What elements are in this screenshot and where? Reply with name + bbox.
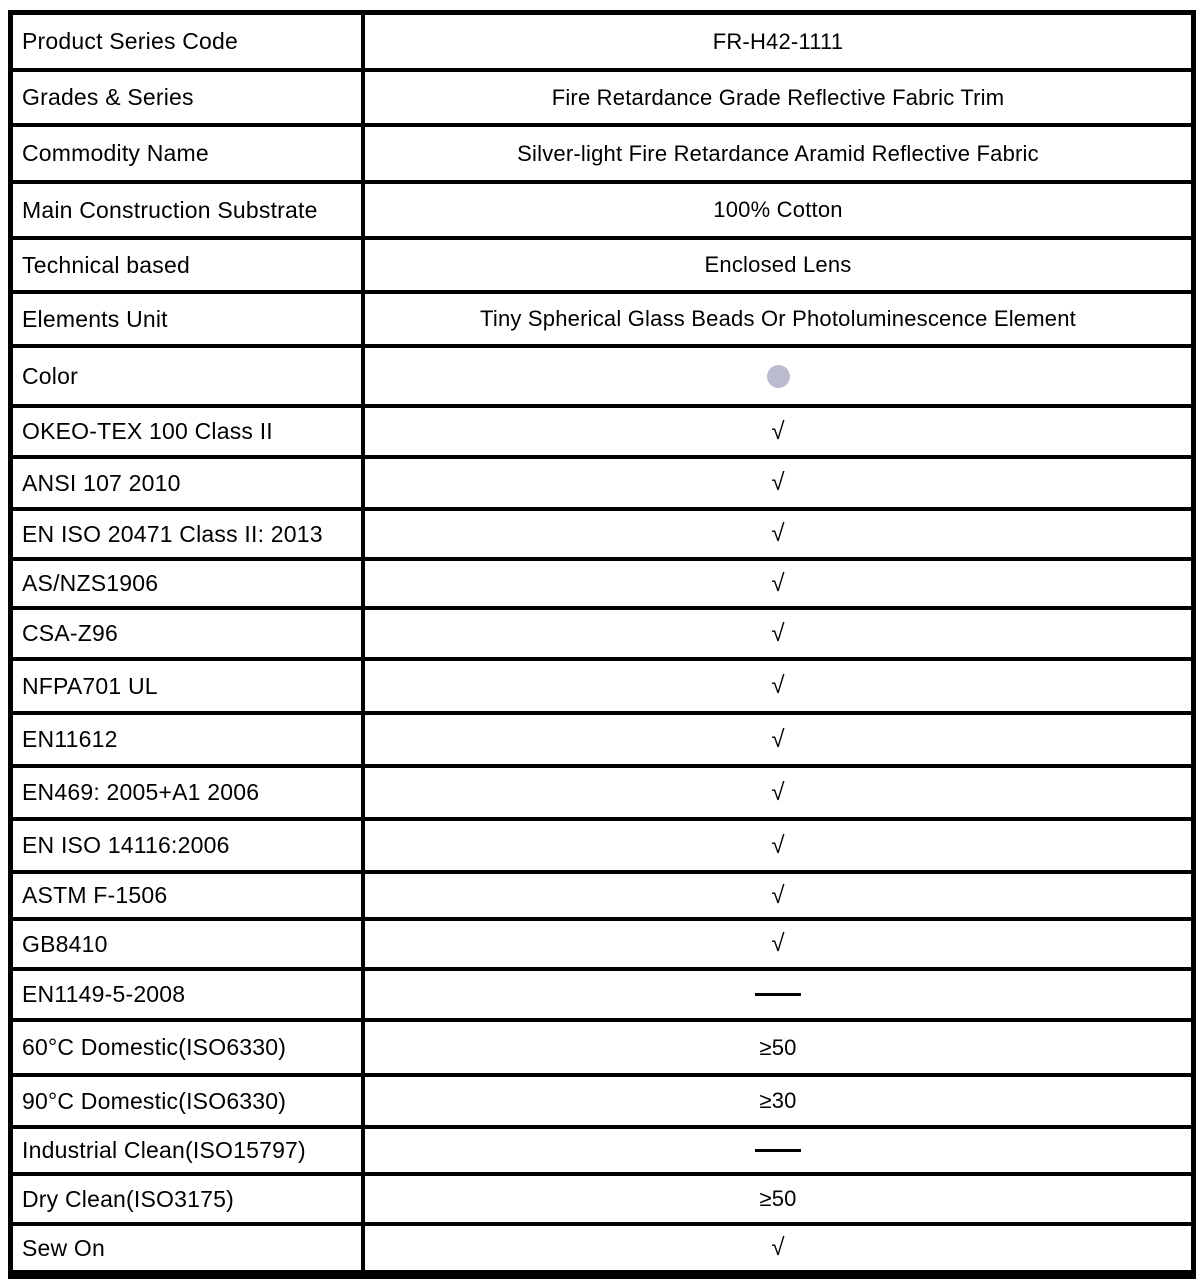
row-label: EN11612 (22, 726, 118, 752)
row-label-cell (13, 610, 365, 657)
row-label-cell (13, 768, 365, 817)
row-value: 100% Cotton (713, 197, 843, 222)
row-value: ≥50 (759, 1034, 797, 1060)
row-value: FR-H42-1111 (712, 28, 844, 54)
table-row (13, 15, 1191, 72)
row-value-cell (365, 921, 1191, 967)
row-value-cell (365, 1129, 1191, 1172)
row-label-cell (13, 511, 365, 557)
row-label: Main Construction Substrate (22, 196, 318, 223)
row-label: EN469: 2005+A1 2006 (22, 779, 260, 805)
check-mark: √ (771, 1234, 785, 1261)
row-label: Industrial Clean(ISO15797) (22, 1137, 306, 1163)
check-mark: √ (771, 619, 785, 647)
check-mark: √ (771, 881, 785, 909)
row-label: Color (22, 362, 78, 389)
row-value-cell (365, 821, 1191, 870)
product-spec-table (8, 10, 1196, 1279)
row-label: 90°C Domestic(ISO6330) (22, 1087, 287, 1114)
table-row (13, 715, 1191, 768)
table-row (13, 1176, 1191, 1226)
row-label-cell (13, 971, 365, 1018)
row-label-cell (13, 1176, 365, 1222)
row-value-cell (365, 408, 1191, 455)
row-label: NFPA701 UL (22, 672, 158, 699)
row-value: Silver-light Fire Retardance Aramid Reflective Fabric (517, 140, 1039, 166)
row-value: Tiny Spherical Glass Beads Or Photoluminescence Element (480, 306, 1076, 331)
row-label: Product Series Code (22, 28, 239, 54)
row-value: ≥50 (759, 1186, 797, 1211)
row-label: Elements Unit (22, 305, 168, 332)
row-label-cell (13, 294, 365, 344)
table-row (13, 127, 1191, 184)
row-value-cell (365, 127, 1191, 180)
row-label-cell (13, 72, 365, 123)
row-value: Enclosed Lens (704, 252, 852, 277)
table-row (13, 874, 1191, 921)
row-value-cell (365, 971, 1191, 1018)
row-label: ANSI 107 2010 (22, 469, 181, 496)
row-label-cell (13, 240, 365, 290)
check-mark: √ (771, 831, 785, 859)
table-row (13, 661, 1191, 715)
table-row (13, 348, 1191, 408)
row-label: AS/NZS1906 (22, 570, 159, 596)
table-row (13, 294, 1191, 348)
table-row (13, 408, 1191, 459)
table-row (13, 561, 1191, 610)
row-value-cell (365, 459, 1191, 507)
row-value-cell (365, 240, 1191, 290)
row-label-cell (13, 184, 365, 236)
row-label: 60°C Domestic(ISO6330) (22, 1034, 287, 1060)
row-label: GB8410 (22, 930, 108, 957)
row-label-cell (13, 561, 365, 606)
check-mark: √ (771, 930, 785, 957)
table-row (13, 1077, 1191, 1129)
row-label: OKEO-TEX 100 Class II (22, 418, 273, 444)
check-mark: √ (771, 778, 785, 806)
row-value-cell (365, 348, 1191, 404)
row-value-cell (365, 715, 1191, 764)
row-label-cell (13, 1022, 365, 1073)
row-label-cell (13, 661, 365, 711)
row-label: Technical based (22, 251, 190, 278)
table-row (13, 184, 1191, 240)
row-label: EN ISO 20471 Class II: 2013 (22, 520, 323, 547)
row-value-cell (365, 661, 1191, 711)
check-mark: √ (771, 725, 785, 753)
row-label-cell (13, 408, 365, 455)
table-row (13, 511, 1191, 561)
row-label-cell (13, 127, 365, 180)
row-label-cell (13, 715, 365, 764)
color-swatch-dot (767, 365, 790, 388)
table-row (13, 240, 1191, 294)
na-dash (755, 993, 801, 996)
row-label-cell (13, 1226, 365, 1270)
row-value: Fire Retardance Grade Reflective Fabric Trim (551, 84, 1005, 110)
table-row (13, 821, 1191, 874)
table-row (13, 1129, 1191, 1176)
table-row (13, 921, 1191, 971)
table-row (13, 610, 1191, 661)
row-label: ASTM F-1506 (22, 882, 168, 908)
row-value-cell (365, 610, 1191, 657)
table-row (13, 459, 1191, 511)
row-label-cell (13, 348, 365, 404)
row-label-cell (13, 1129, 365, 1172)
row-value-cell (365, 1022, 1191, 1073)
row-label: Commodity Name (22, 140, 209, 166)
table-row (13, 768, 1191, 821)
check-mark: √ (771, 672, 785, 699)
row-value-cell (365, 1226, 1191, 1270)
check-mark: √ (771, 520, 785, 547)
row-value-cell (365, 1176, 1191, 1222)
row-value-cell (365, 874, 1191, 917)
row-label-cell (13, 459, 365, 507)
row-label: CSA-Z96 (22, 620, 118, 646)
row-value-cell (365, 72, 1191, 123)
check-mark: √ (771, 417, 785, 445)
row-label-cell (13, 921, 365, 967)
row-value-cell (365, 561, 1191, 606)
row-value: ≥30 (759, 1088, 797, 1113)
check-mark: √ (771, 569, 785, 597)
row-value-cell (365, 1077, 1191, 1125)
check-mark: √ (771, 469, 785, 496)
row-label: Sew On (22, 1234, 106, 1261)
row-value-cell (365, 511, 1191, 557)
table-row (13, 1226, 1191, 1270)
table-row (13, 72, 1191, 127)
row-label-cell (13, 821, 365, 870)
row-value-cell (365, 184, 1191, 236)
row-label-cell (13, 15, 365, 68)
table-row (13, 1022, 1191, 1077)
row-label-cell (13, 874, 365, 917)
table-row (13, 971, 1191, 1022)
row-label-cell (13, 1077, 365, 1125)
row-label: Dry Clean(ISO3175) (22, 1185, 234, 1212)
row-value-cell (365, 15, 1191, 68)
row-label: Grades & Series (22, 84, 194, 110)
row-value-cell (365, 768, 1191, 817)
row-label: EN ISO 14116:2006 (22, 832, 230, 858)
na-dash (755, 1149, 801, 1152)
row-value-cell (365, 294, 1191, 344)
row-label: EN1149-5-2008 (22, 981, 186, 1007)
